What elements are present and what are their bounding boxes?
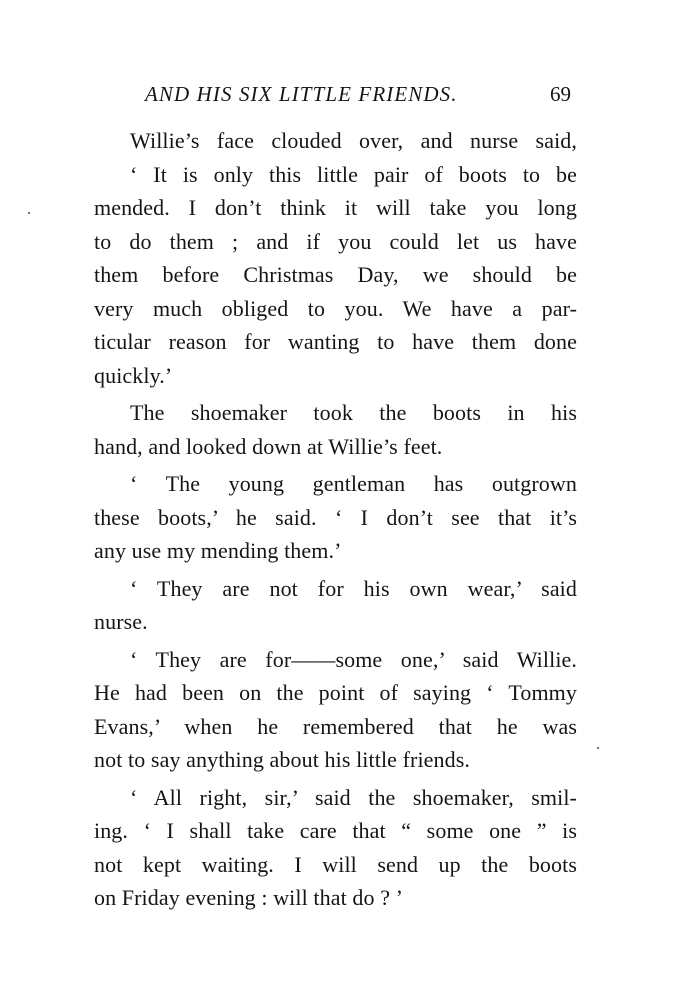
text-line: He had been on the point of saying ‘ Tommy: [94, 680, 577, 705]
text-line: ‘ All right, sir,’ said the shoemaker, smil-: [130, 784, 577, 810]
text-line: not kept waiting. I will send up the boots: [94, 851, 577, 877]
text-line: The shoemaker took the boots in his: [130, 400, 577, 425]
text-line: to do them ; and if you could let us have: [94, 228, 577, 254]
text-line: very much obliged to you. We have a par-: [94, 295, 577, 321]
paper-speck: [28, 212, 30, 214]
text-line: ‘ It is only this little pair of boots to be: [130, 161, 577, 187]
text-line: ticular reason for wanting to have them done: [94, 329, 577, 354]
text-line: nurse.: [94, 609, 148, 634]
paper-speck: [597, 747, 599, 749]
text-line: ing. ‘ I shall take care that “ some one ” is: [94, 818, 577, 843]
text-line: ‘ The young gentleman has outgrown: [130, 471, 577, 496]
page-body: [94, 124, 577, 915]
text-line: them before Christmas Day, we should be: [94, 262, 577, 287]
running-title: AND HIS SIX LITTLE FRIENDS.: [145, 82, 458, 106]
running-head: [145, 78, 575, 110]
text-line: on Friday evening : will that do ? ’: [94, 885, 404, 910]
text-line: not to say anything about his little friends.: [94, 747, 471, 772]
text-line: Evans,’ when he remembered that he was: [94, 713, 577, 739]
text-line: mended. I don’t think it will take you long: [94, 195, 577, 220]
text-line: any use my mending them.’: [94, 538, 342, 563]
page-number: 69: [550, 82, 571, 106]
text-line: ‘ They are not for his own wear,’ said: [130, 575, 577, 601]
text-line: quickly.’: [94, 362, 173, 388]
text-line: these boots,’ he said. ‘ I don’t see that it’s: [94, 504, 577, 530]
text-line: hand, and looked down at Willie’s feet.: [94, 433, 443, 459]
text-line: Willie’s face clouded over, and nurse said,: [130, 128, 577, 153]
text-line: ‘ They are for——some one,’ said Willie.: [130, 646, 577, 672]
